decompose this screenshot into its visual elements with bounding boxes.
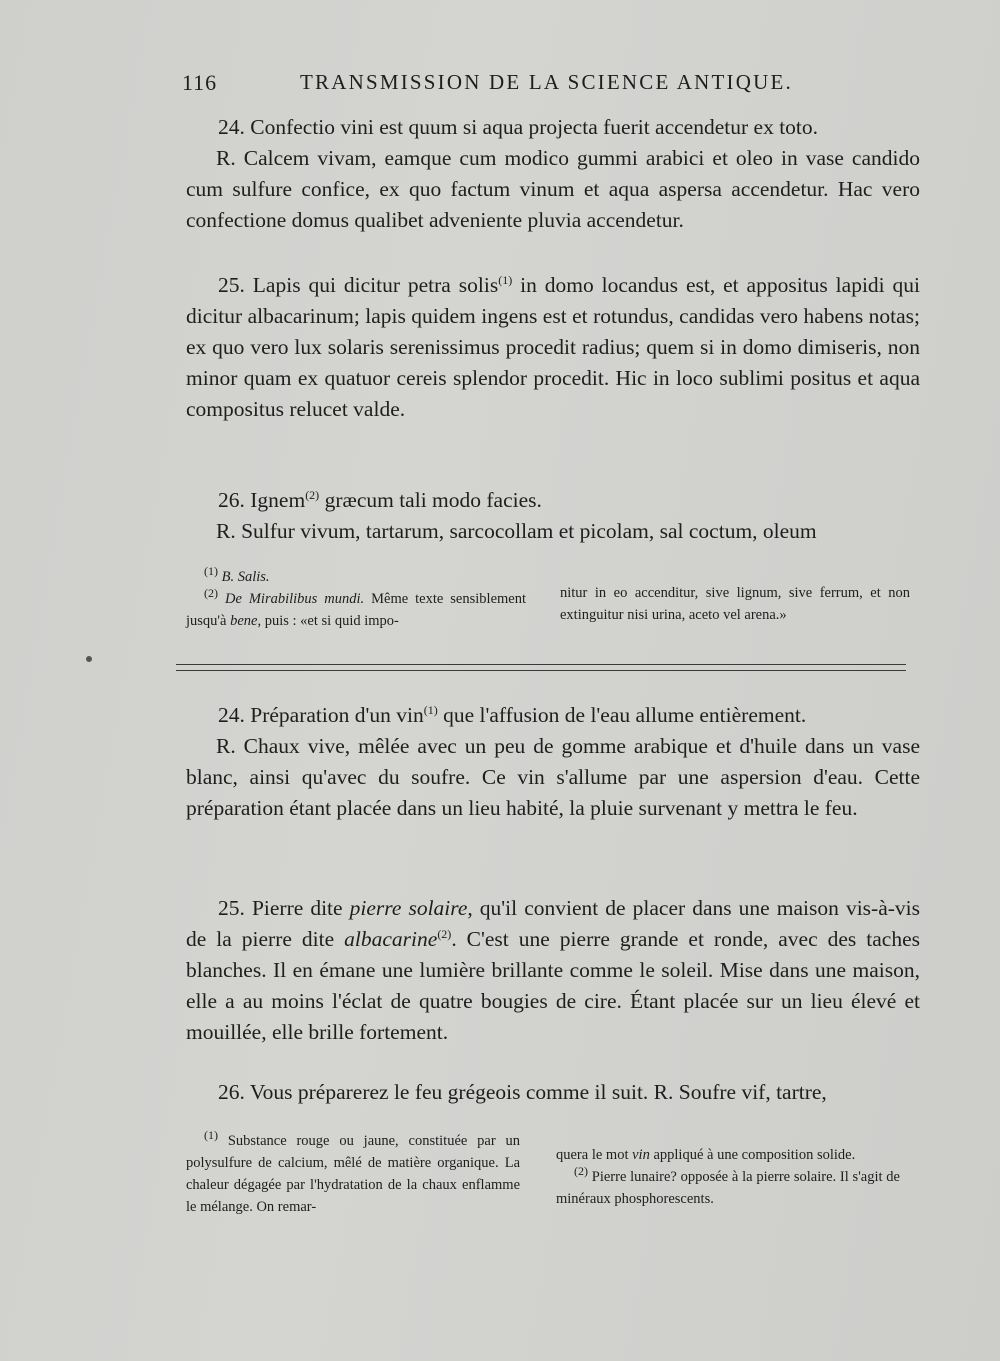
paper-spot xyxy=(86,656,92,662)
latin-25-text-b: in domo locandus est, et appositus lapidi qui dicitur albacarinum; lapis quidem ingens est et rotundus, candidas vero habens notas; ex quo vero lux solaris serenissimus procedit radius; quem si in domo dimiseris, non minor quam ex quatuor cereis splendor procedit. Hic in loco sublimi positus et aqua compositus relucet valde. xyxy=(186,273,921,421)
footnote-text: Pierre lunaire? opposée à la pierre solaire. Il s'agit de minéraux phosphorescents. xyxy=(556,1169,900,1207)
latin-footnote-2-continued: nitur in eo accenditur, sive lignum, sive ferrum, et non extinguitur nisi urina, aceto vel arena.» xyxy=(560,585,910,623)
paragraph-number: 25. xyxy=(218,896,245,920)
latin-paragraph-26 xyxy=(186,485,920,547)
latin-paragraph-24 xyxy=(186,112,920,236)
footnote-mark: (1) xyxy=(204,1128,218,1143)
latin-footnote-2 xyxy=(186,588,526,632)
latin-footnotes-right xyxy=(560,582,910,626)
french-footnote-2 xyxy=(556,1166,900,1210)
french-25-text-a: Pierre dite xyxy=(251,896,350,920)
footnote-text: appliqué à une composition solide. xyxy=(649,1147,856,1163)
page-number: 116 xyxy=(182,70,218,95)
french-25-italic-2: albacarine xyxy=(344,927,438,951)
french-paragraph-25 xyxy=(186,893,920,1048)
latin-footnote-1 xyxy=(186,566,526,588)
paragraph-number: 26. xyxy=(218,488,245,512)
footnote-text: Substance rouge ou jaune, constituée par un polysulfure de calcium, mêlé de matière organique. La chaleur dégagée par l'hydratation de la chaux enflamme le mélange. On remar- xyxy=(186,1133,520,1215)
paragraph-number: 25. xyxy=(218,273,245,297)
footnote-mark: (2) xyxy=(574,1164,588,1179)
section-divider xyxy=(176,664,906,671)
french-paragraph-24 xyxy=(186,700,920,824)
running-title: TRANSMISSION DE LA SCIENCE ANTIQUE. xyxy=(300,70,793,94)
french-footnote-1 xyxy=(186,1130,520,1218)
paragraph-number: 24. xyxy=(218,115,245,139)
footnote-text: , puis : «et si quid impo- xyxy=(257,613,399,629)
latin-25-text-a: Lapis qui dicitur petra solis xyxy=(252,273,499,297)
latin-section-25 xyxy=(186,270,920,425)
latin-footnotes-left xyxy=(186,566,526,632)
french-footnotes-left xyxy=(186,1130,520,1218)
latin-26-text-b: græcum tali modo facies. xyxy=(319,488,542,512)
french-section-24 xyxy=(186,700,920,824)
footnote-italic-word: bene xyxy=(230,613,258,629)
french-section-26 xyxy=(186,1077,920,1108)
latin-26-text-a: Ignem xyxy=(250,488,306,512)
footnote-text: quera le mot xyxy=(556,1147,633,1163)
footnote-mark: (1) xyxy=(204,564,218,579)
french-24-text-a: Préparation d'un vin xyxy=(250,703,424,727)
latin-24-text: R. Calcem vivam, eamque cum modico gummi arabici et oleo in vase candido cum sulfure confice, ex quo factum vinum et aqua aspersa accendetur. Hac vero confectione domus qualibet adveniente pluvia accendetur. xyxy=(186,146,920,232)
french-25-text-b: , qu'il convient de placer dans une maison vis-à-vis de la pierre dite xyxy=(186,896,920,951)
footnote-text: B. Salis. xyxy=(221,569,270,585)
footnote-mark: (2) xyxy=(204,586,218,601)
footnote-italic-word: vin xyxy=(632,1147,650,1163)
latin-section-26 xyxy=(186,485,920,547)
french-footnote-1-continued xyxy=(556,1144,900,1166)
paragraph-number: 26. xyxy=(218,1080,245,1104)
footnote-title: De Mirabilibus mundi. xyxy=(224,591,365,607)
french-24-text-b: que l'affusion de l'eau allume entièrement. xyxy=(437,703,807,727)
french-paragraph-26 xyxy=(186,1077,920,1108)
latin-section-24 xyxy=(186,112,920,236)
french-25-text-c: . C'est une pierre grande et ronde, avec des taches blanches. Il en émane une lumière brillante comme le soleil. Mise dans une maison, elle a au moins l'éclat de quatre bougies de cire. Étant placée sur un lieu élevé et mouillée, elle brille fortement. xyxy=(186,927,920,1044)
french-25-italic-1: pierre solaire xyxy=(349,896,468,920)
french-26-text: Vous préparerez le feu grégeois comme il suit. R. Soufre vif, tartre, xyxy=(249,1080,827,1104)
footnote-ref: (1) xyxy=(498,272,513,287)
paragraph-number: 24. xyxy=(218,703,245,727)
footnote-text: Même texte sensiblement jusqu'à xyxy=(186,591,526,629)
french-24-text: R. Chaux vive, mêlée avec un peu de gomme arabique et d'huile dans un vase blanc, ainsi qu'avec du soufre. Ce vin s'allume par une aspersion d'eau. Cette préparation étant placée dans un lieu habité, la pluie survenant y mettra le feu. xyxy=(186,734,920,820)
footnote-ref: (2) xyxy=(437,926,452,941)
french-footnotes-right xyxy=(556,1144,900,1210)
latin-26-line2: R. Sulfur vivum, tartarum, sarcocollam et picolam, sal coctum, oleum xyxy=(216,519,817,543)
latin-24-line1: Confectio vini est quum si aqua projecta fuerit accendetur ex toto. xyxy=(250,115,819,139)
latin-paragraph-25 xyxy=(186,270,920,425)
footnote-ref: (2) xyxy=(305,487,320,502)
french-section-25 xyxy=(186,893,920,1048)
footnote-ref: (1) xyxy=(423,702,438,717)
